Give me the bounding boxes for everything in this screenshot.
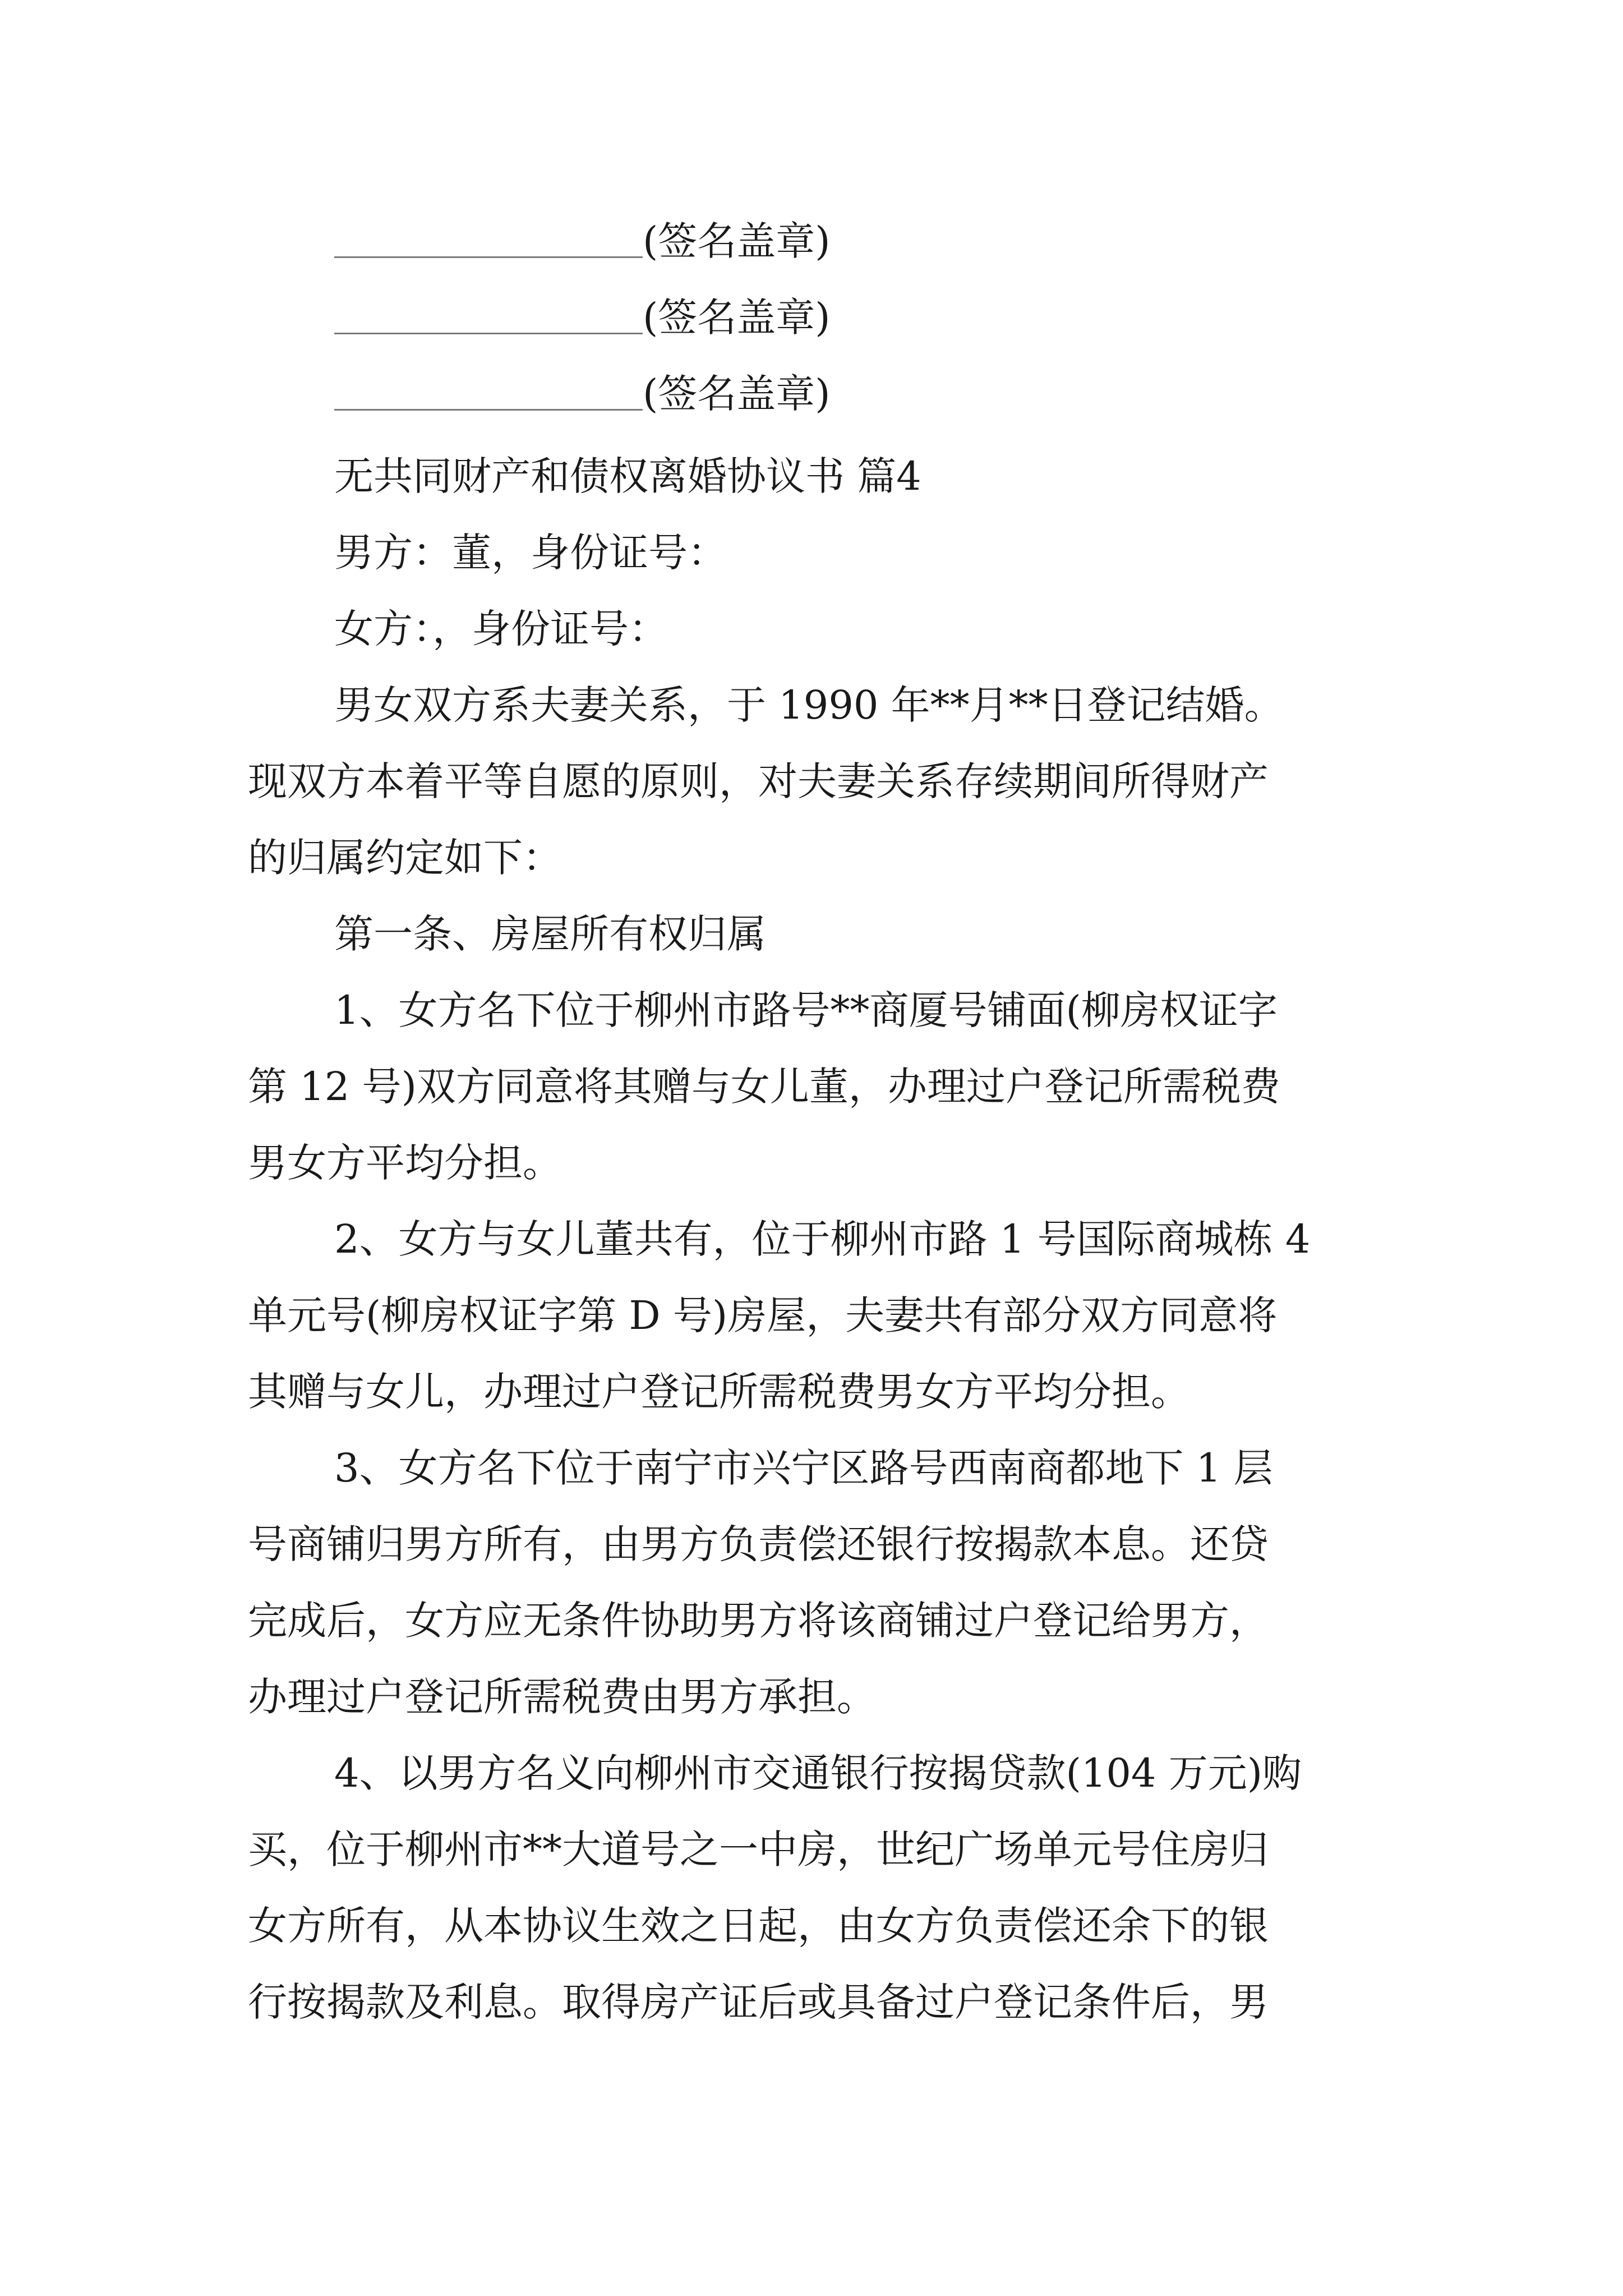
clause-4-line-4: 行按揭款及利息。取得房产证后或具备过户登记条件后，男 bbox=[248, 1979, 1269, 2025]
clause-1-line-1: 1、女方名下位于柳州市路号**商厦号铺面(柳房权证字 bbox=[334, 987, 1278, 1033]
clause-2-line-3: 其赠与女儿，办理过户登记所需税费男女方平均分担。 bbox=[248, 1369, 1190, 1415]
clause-3-line-4: 办理过户登记所需税费由男方承担。 bbox=[248, 1674, 876, 1720]
clause-2-line-2: 单元号(柳房权证字第 D 号)房屋，夫妻共有部分双方同意将 bbox=[248, 1292, 1278, 1338]
clause-1-line-3: 男女方平均分担。 bbox=[248, 1140, 562, 1186]
intro-line-3: 的归属约定如下： bbox=[248, 835, 562, 881]
clause-3-line-3: 完成后，女方应无条件协助男方将该商铺过户登记给男方， bbox=[248, 1598, 1269, 1644]
intro-line-1: 男女双方系夫妻关系，于 1990 年**月**日登记结婚。 bbox=[334, 682, 1284, 728]
clause-3-line-1: 3、女方名下位于南宁市兴宁区路号西南商都地下 1 层 bbox=[334, 1445, 1273, 1491]
female-party-line: 女方：，身份证号： bbox=[334, 606, 668, 652]
signature-blank[interactable] bbox=[334, 333, 643, 334]
intro-line-2: 现双方本着平等自愿的原则，对夫妻关系存续期间所得财产 bbox=[248, 758, 1269, 804]
clause-1-line-2: 第 12 号)双方同意将其赠与女儿董，办理过户登记所需税费 bbox=[248, 1064, 1280, 1110]
signature-label: (签名盖章) bbox=[643, 218, 831, 264]
clause-2-line-1: 2、女方与女儿董共有，位于柳州市路 1 号国际商城栋 4 bbox=[334, 1216, 1311, 1262]
clause-4-line-2: 买，位于柳州市**大道号之一中房，世纪广场单元号住房归 bbox=[248, 1826, 1269, 1872]
clause-4-line-1: 4、以男方名义向柳州市交通银行按揭贷款(104 万元)购 bbox=[334, 1750, 1302, 1796]
signature-blank[interactable] bbox=[334, 409, 643, 411]
clause-3-line-2: 号商铺归男方所有，由男方负责偿还银行按揭款本息。还贷 bbox=[248, 1521, 1269, 1567]
article-1-title: 第一条、房屋所有权归属 bbox=[334, 911, 766, 957]
signature-label: (签名盖章) bbox=[643, 371, 831, 417]
male-party-line: 男方：董，身份证号： bbox=[334, 530, 727, 576]
signature-blank[interactable] bbox=[334, 256, 643, 258]
signature-label: (签名盖章) bbox=[643, 295, 831, 341]
clause-4-line-3: 女方所有，从本协议生效之日起，由女方负责偿还余下的银 bbox=[248, 1903, 1269, 1949]
section-title: 无共同财产和债权离婚协议书 篇4 bbox=[334, 453, 921, 499]
